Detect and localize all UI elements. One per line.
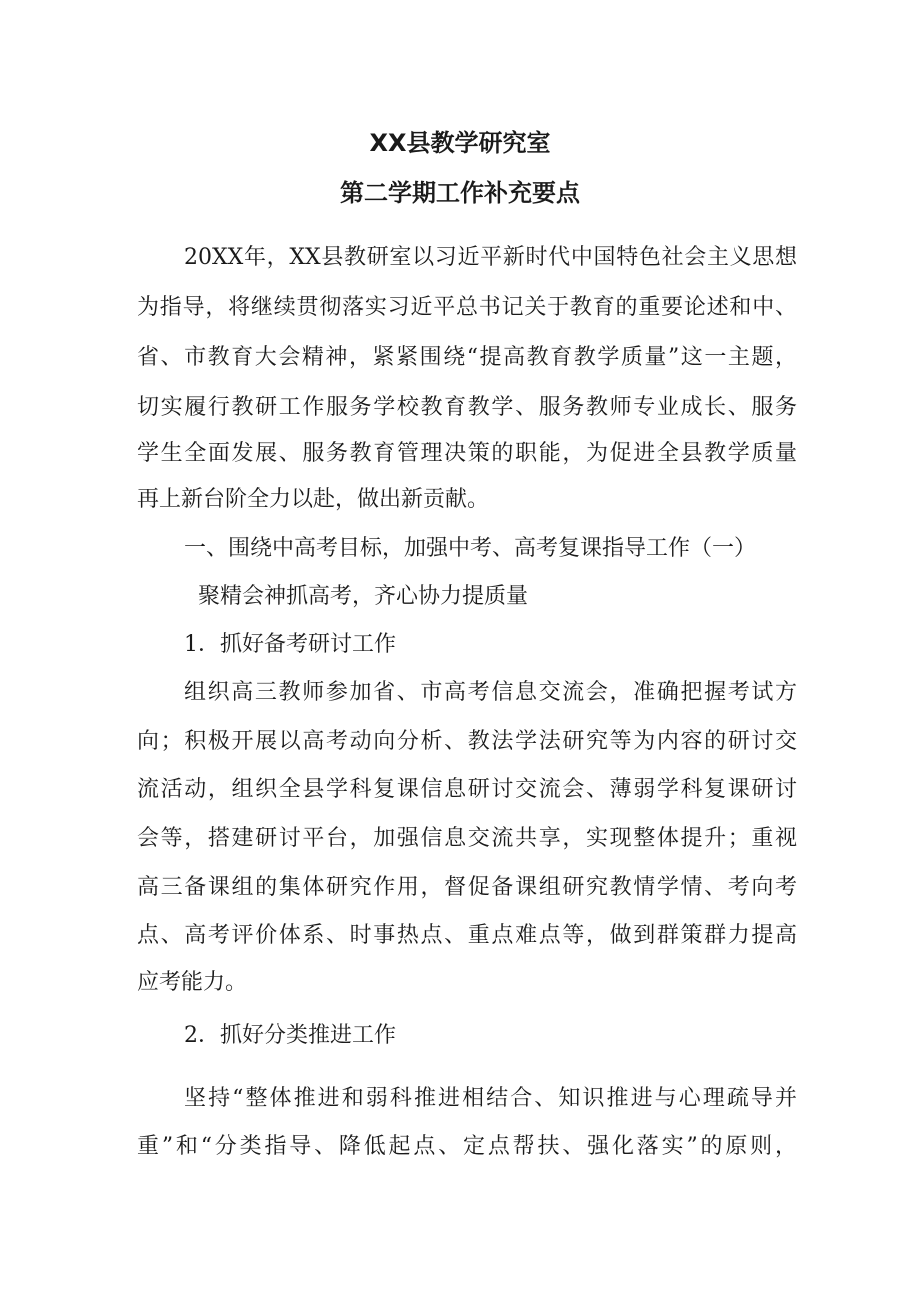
intro-line: 学生全面发展、服务教育管理决策的职能，为促进全县教学质量 [137, 441, 797, 466]
intro-line: 切实履行教研工作服务学校教育教学、服务教师专业成长、服务 [137, 395, 797, 420]
item-1-line: 应考能力。 [137, 970, 248, 995]
section-heading: 一、围绕中高考目标，加强中考、高考复课指导工作（一） [184, 536, 757, 561]
item-1-line: 会等，搭建研讨平台，加强信息交流共享，实现整体提升；重视 [137, 826, 797, 851]
intro-line: 省、市教育大会精神，紧紧围绕“提高教育教学质量”这一主题， [137, 345, 797, 370]
document-title-line-1: XX县教学研究室 [369, 129, 551, 157]
item-1-line: 流活动，组织全县学科复课信息研讨交流会、薄弱学科复课研讨 [137, 777, 797, 802]
item-1-line: 组织高三教师参加省、市高考信息交流会，准确把握考试方 [184, 680, 797, 705]
item-1-line: 高三备课组的集体研究作用，督促备课组研究教情学情、考向考 [137, 875, 797, 900]
item-2-line: 坚持“整体推进和弱科推进相结合、知识推进与心理疏导并 [184, 1086, 797, 1111]
intro-line: 20XX年，XX县教研室以习近平新时代中国特色社会主义思想 [184, 245, 797, 270]
item-1-line: 点、高考评价体系、时事热点、重点难点等，做到群策群力提高 [137, 923, 797, 948]
item-heading: 2．抓好分类推进工作 [184, 1023, 396, 1048]
item-1-line: 向；积极开展以高考动向分析、教法学法研究等为内容的研讨交 [137, 729, 797, 754]
intro-line: 再上新台阶全力以赴，做出新贡献。 [137, 487, 490, 512]
document-title-line-2: 第二学期工作补充要点 [340, 179, 580, 207]
intro-line: 为指导，将继续贯彻落实习近平总书记关于教育的重要论述和中、 [137, 295, 797, 320]
item-heading: 1．抓好备考研讨工作 [184, 632, 396, 657]
item-2-line: 重”和“分类指导、降低起点、定点帮扶、强化落实”的原则， [137, 1134, 797, 1159]
section-subheading: 聚精会神抓高考，齐心协力提质量 [198, 584, 529, 609]
